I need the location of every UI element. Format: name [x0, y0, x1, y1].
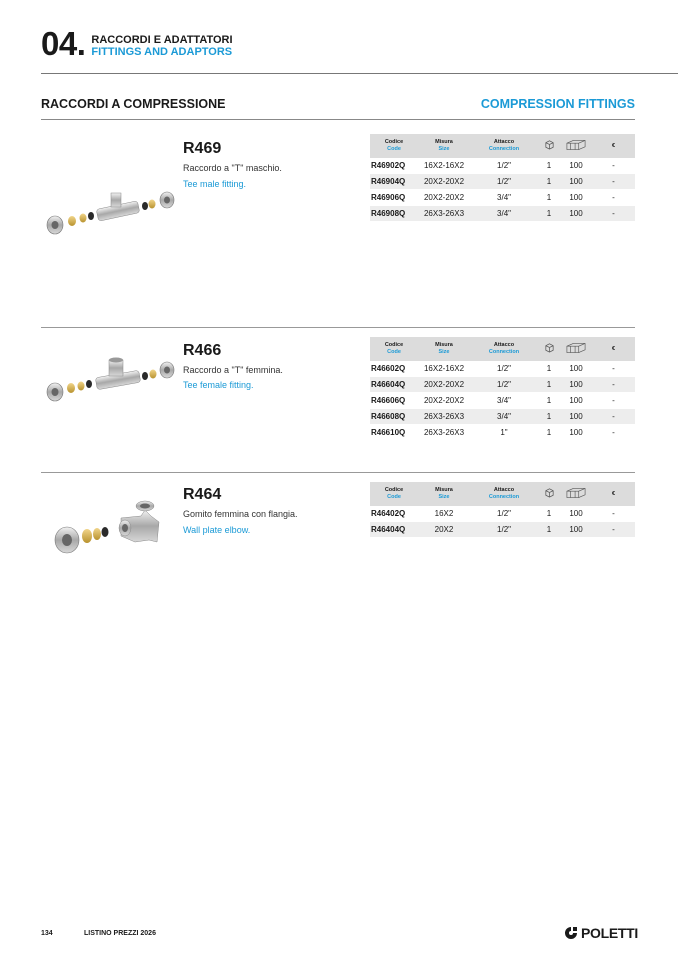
- table-header-row: [370, 482, 635, 506]
- product-divider: [41, 327, 635, 328]
- col-price: €: [592, 134, 635, 158]
- price-table-r469: [370, 134, 635, 222]
- col-connection: Attacco Connection: [470, 482, 538, 506]
- table-row: R46602Q 16X2-16X2 1/2" 1 100 -: [370, 361, 635, 377]
- box-icon: [538, 482, 560, 506]
- table-header-row: [370, 337, 635, 361]
- chapter-number: 04.: [41, 25, 86, 62]
- product-divider: [41, 472, 635, 473]
- product-description-it: Gomito femmina con flangia.: [183, 509, 298, 519]
- product-description-en: Wall plate elbow.: [183, 525, 251, 535]
- tee-male-fitting-image: [41, 185, 181, 245]
- chapter-header: [41, 26, 233, 62]
- col-code: Codice Code: [370, 337, 418, 361]
- col-code: Codice Code: [370, 134, 418, 158]
- header-divider: [41, 73, 678, 74]
- col-price: €: [592, 337, 635, 361]
- product-description-en: Tee female fitting.: [183, 380, 254, 390]
- col-connection: Attacco Connection: [470, 134, 538, 158]
- page-number: 134: [41, 930, 53, 937]
- col-code: Codice Code: [370, 482, 418, 506]
- section-title-it: RACCORDI A COMPRESSIONE: [41, 97, 226, 111]
- table-row: R46902Q 16X2-16X2 1/2" 1 100 -: [370, 158, 635, 174]
- box-icon: [538, 337, 560, 361]
- col-size: Misura Size: [418, 134, 470, 158]
- carton-icon: [560, 482, 592, 506]
- brand-logo: [564, 925, 638, 941]
- table-row: R46604Q 20X2-20X2 1/2" 1 100 -: [370, 377, 635, 393]
- col-connection: Attacco Connection: [470, 337, 538, 361]
- col-size: Misura Size: [418, 337, 470, 361]
- tee-female-fitting-image: [41, 354, 181, 414]
- carton-icon: [560, 337, 592, 361]
- price-table-r466: [370, 337, 635, 441]
- table-row: R46608Q 26X3-26X3 3/4" 1 100 -: [370, 409, 635, 425]
- product-description-en: Tee male fitting.: [183, 179, 247, 189]
- product-code-title: R464: [183, 486, 222, 503]
- col-price: €: [592, 482, 635, 506]
- chapter-title-en: FITTINGS AND ADAPTORS: [91, 46, 233, 58]
- table-header-row: [370, 134, 635, 158]
- product-code-title: R469: [183, 140, 222, 157]
- table-row: R46402Q 16X2 1/2" 1 100 -: [370, 506, 635, 522]
- table-row: R46610Q 26X3-26X3 1" 1 100 -: [370, 425, 635, 441]
- section-title-en: COMPRESSION FITTINGS: [480, 97, 635, 111]
- brand-name: POLETTI: [580, 925, 638, 941]
- poletti-logo-icon: [564, 926, 578, 940]
- chapter-title-it: RACCORDI E ADATTATORI: [91, 34, 233, 46]
- col-size: Misura Size: [418, 482, 470, 506]
- section-divider: [41, 119, 635, 120]
- price-table-r464: [370, 482, 635, 538]
- carton-icon: [560, 134, 592, 158]
- table-row: R46908Q 26X3-26X3 3/4" 1 100 -: [370, 206, 635, 222]
- product-code-title: R466: [183, 342, 222, 359]
- table-row: R46404Q 20X2 1/2" 1 100 -: [370, 522, 635, 538]
- table-row: R46606Q 20X2-20X2 3/4" 1 100 -: [370, 393, 635, 409]
- box-icon: [538, 134, 560, 158]
- chapter-titles: [91, 34, 232, 58]
- footer-title: LISTINO PREZZI 2026: [84, 930, 156, 937]
- wall-plate-elbow-image: [41, 496, 181, 556]
- product-description-it: Raccordo a "T" maschio.: [183, 163, 282, 173]
- product-description-it: Raccordo a "T" femmina.: [183, 365, 283, 375]
- table-row: R46906Q 20X2-20X2 3/4" 1 100 -: [370, 190, 635, 206]
- table-row: R46904Q 20X2-20X2 1/2" 1 100 -: [370, 174, 635, 190]
